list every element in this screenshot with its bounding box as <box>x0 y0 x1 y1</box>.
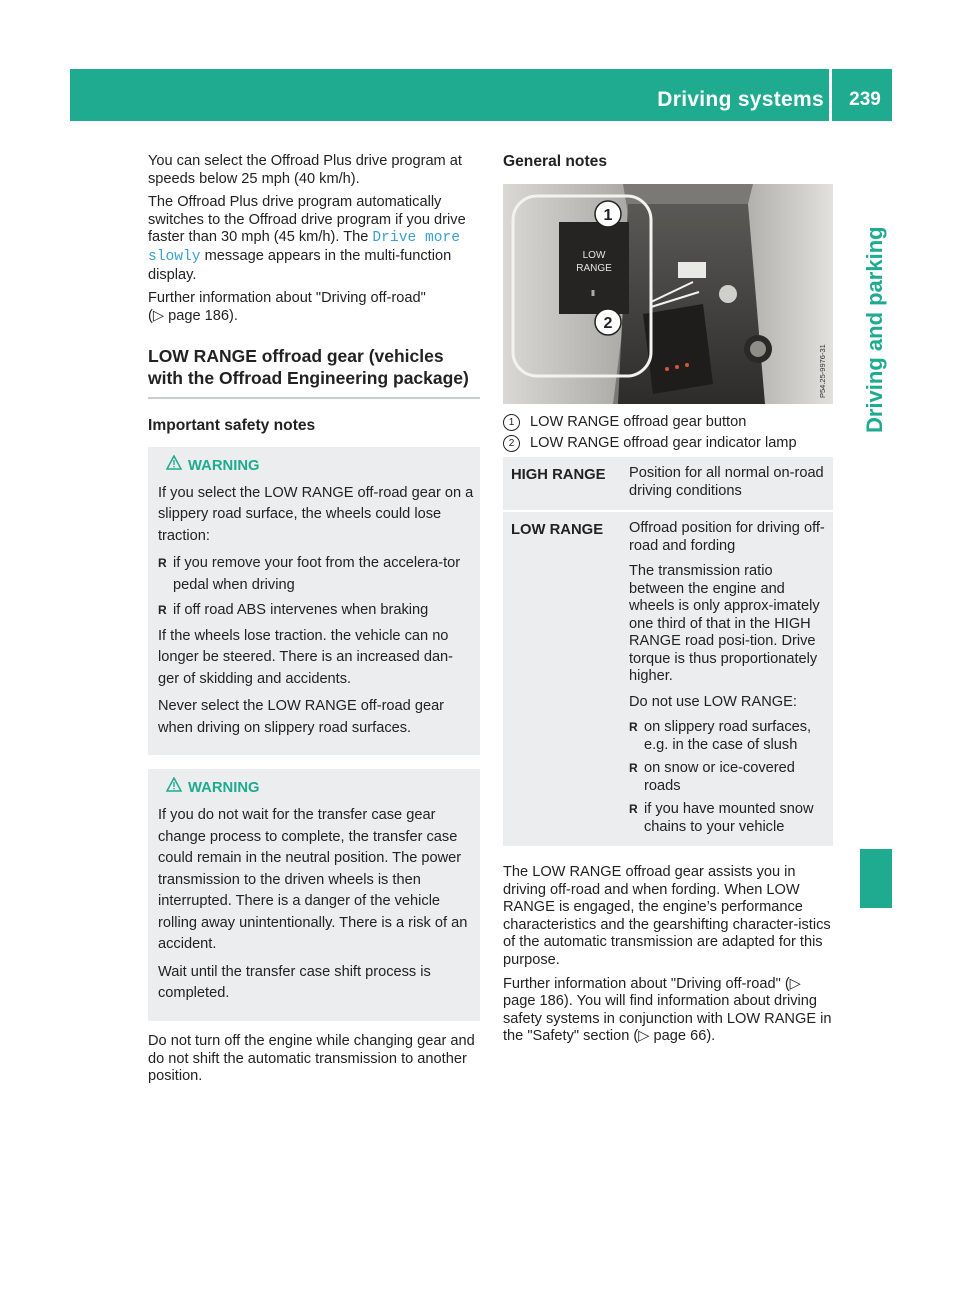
warning-heading: WARNING <box>158 455 474 475</box>
row-text: Position for all normal on-road driving conditions <box>629 465 824 499</box>
list-item: R if you have mounted snow chains to your vehicle <box>629 801 829 836</box>
warning-box-2 <box>148 769 480 1021</box>
left-column <box>148 153 480 1092</box>
warning-triangle-icon <box>166 777 184 797</box>
further-info-paragraph: Further information about "Driving off-road" (▷ page 186). You will find information about driving safety systems in conjunction with LOW RANGE in the "Safety" section (▷ page 66). <box>503 975 832 1045</box>
photo-code: P54.25-9976-31 <box>818 344 827 398</box>
general-notes-heading: General notes <box>503 153 607 170</box>
side-tab <box>860 226 892 435</box>
warning-heading: WARNING <box>158 777 474 797</box>
warning-text: If you select the LOW RANGE off-road gear on a slippery road surface, the wheels could lose traction: <box>158 484 474 544</box>
warning-text: Never select the LOW RANGE off-road gear when driving on slippery road surfaces. <box>158 698 445 736</box>
row-label: HIGH RANGE <box>511 467 606 483</box>
display-message: Drive more slowly <box>148 230 460 265</box>
low-range-paragraph: The LOW RANGE offroad gear assists you in driving off-road and when fording. When LOW RANGE is engaged, the engine’s performance characteristics and the gearshifting character-istics of the automatic transmission are adapted for this purpose. <box>503 864 831 968</box>
center-console-photo <box>503 184 833 404</box>
further-info: Further information about "Driving off-road" (▷ page 186). <box>148 290 426 324</box>
callout-1: 1 <box>603 207 613 224</box>
heading-rule <box>148 397 480 399</box>
button-label-range: RANGE <box>576 263 612 274</box>
section-title: Driving systems <box>657 88 824 111</box>
warning-box-1 <box>148 447 480 756</box>
switch-paragraph: The Offroad Plus drive program automatically switches to the Offroad drive program if you drive faster than 30 mph (45 km/h). The Drive more slowly message appears in the multi-function display. <box>148 194 466 283</box>
range-table <box>503 457 833 846</box>
safety-notes-heading: Important safety notes <box>148 417 316 435</box>
right-bottom-text <box>503 864 835 1052</box>
row-label: LOW RANGE <box>511 522 604 538</box>
row-text: Offroad position for driving off-road and fording The transmission ratio between the engine and wheels is only approx-imately one third of that in the HIGH RANGE road posi-tion. Drive torque is thus proportionately higher. Do not use LOW RANGE: R on slippery road surfaces, e.g. in the case of slush R on snow or ice-covered roads R if you have mounted snow chains to your vehicle <box>621 512 833 846</box>
warning-triangle-icon <box>166 455 184 475</box>
table-row <box>503 510 833 846</box>
button-label-low: LOW <box>582 250 606 261</box>
list-item: R if off road ABS intervenes when braking <box>158 600 474 622</box>
warning-text: If you do not wait for the transfer case gear change process to complete, the transfer case could remain in the neutral position. The power transmission to the driven wheels is then interrupted. There is a danger of the vehicle rolling away unintentionally. There is a risk of an accident. <box>158 807 468 953</box>
table-row <box>503 457 833 510</box>
legend-item-2: 2 LOW RANGE offroad gear indicator lamp <box>503 434 797 452</box>
page-reference: (▷ page 186). <box>148 307 238 324</box>
list-item: R on slippery road surfaces, e.g. in the case of slush <box>629 719 829 754</box>
warning-text: If the wheels lose traction. the vehicle can no longer be steered. There is an increased dan-ger of skidding and accidents. <box>158 627 454 687</box>
header-separator <box>829 69 832 121</box>
page-number: 239 <box>849 89 881 110</box>
warning-text: Wait until the transfer case shift process is completed. <box>158 963 431 1002</box>
side-tab-label: Driving and parking <box>862 226 887 433</box>
legend-item-1: 1 LOW RANGE offroad gear button <box>503 413 746 431</box>
closing-paragraph: Do not turn off the engine while changing gear and do not shift the automatic transmission to another position. <box>148 1032 475 1085</box>
list-item: R if you remove your foot from the accelera-tor pedal when driving <box>158 553 474 596</box>
right-column <box>503 153 833 171</box>
intro-paragraph: You can select the Offroad Plus drive program at speeds below 25 mph (40 km/h). <box>148 153 462 187</box>
side-marker <box>860 849 892 908</box>
low-range-heading: LOW RANGE offroad gear (vehicles with the Offroad Engineering package) <box>148 346 469 389</box>
callout-2: 2 <box>603 315 613 332</box>
list-item: R on snow or ice-covered roads <box>629 760 829 795</box>
